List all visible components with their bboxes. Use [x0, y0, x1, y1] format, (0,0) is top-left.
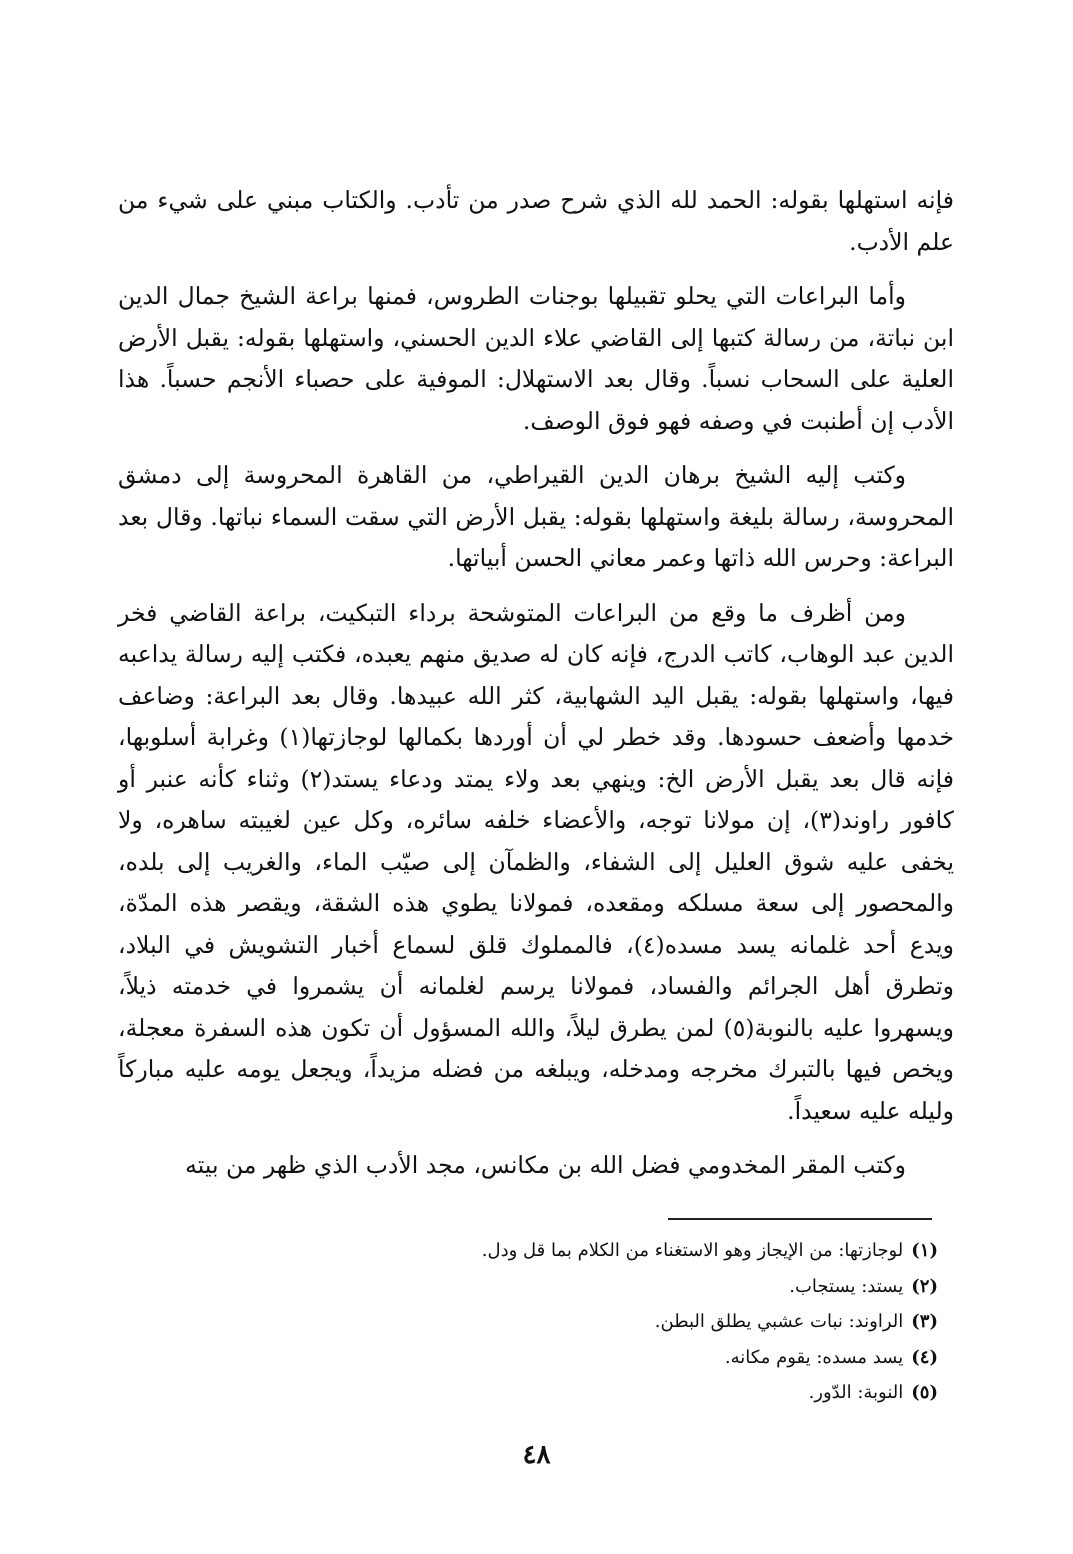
footnote-number: (٣) — [911, 1311, 938, 1332]
paragraph-1: فإنه استهلها بقوله: الحمد لله الذي شرح صدر من تأدب. والكتاب مبني على شيء من علم الأدب. — [118, 186, 954, 256]
footnote-text: الراوند: نبات عشبي يطلق البطن. — [654, 1311, 904, 1332]
footnote-4 — [200, 1340, 938, 1376]
footnote-number: (٤) — [911, 1346, 938, 1368]
footnote-3 — [200, 1304, 938, 1340]
main-text — [118, 180, 954, 1200]
footnote-number: (١) — [911, 1240, 938, 1261]
paragraph-3: وكتب إليه الشيخ برهان الدين القيراطي، من القاهرة المحروسة إلى دمشق المحروسة، رسالة بليغة واستهلها بقوله: يقبل الأرض التي سقت السماء نباتها. وقال بعد البراعة: وحرس الله ذاتها وعمر معاني الحسن أبياتها. — [118, 461, 954, 572]
paragraph-2: وأما البراعات التي يحلو تقبيلها بوجنات الطروس، فمنها براعة الشيخ جمال الدين ابن نباتة، من رسالة كتبها إلى القاضي علاء الدين الحسني، واستهلها بقوله: يقبل الأرض العلية على السحاب نسباً. وقال بعد الاستهلال: الموفية على حصباء الأنجم حسباً. هذا الأدب إن أطنبت في وصفه فهو فوق الوصف. — [118, 282, 954, 435]
footnote-text: النوبة: الدّور. — [808, 1382, 904, 1403]
footnote-text: يسد مسده: يقوم مكانه. — [724, 1346, 904, 1368]
page-number: ٤٨ — [522, 1440, 551, 1470]
footnote-divider — [668, 1218, 932, 1220]
footnote-number: (٢) — [911, 1275, 938, 1297]
footnote-1 — [200, 1233, 938, 1269]
footnote-text: يستد: يستجاب. — [789, 1275, 904, 1297]
footnote-text: لوجازتها: من الإيجاز وهو الاستغناء من الكلام بما قل ودل. — [481, 1240, 904, 1261]
paragraph-4: ومن أظرف ما وقع من البراعات المتوشحة برداء التبكيت، براعة القاضي فخر الدين عبد الوهاب، كاتب الدرج، فإنه كان له صديق منهم يعبده، فكتب إليه رسالة يداعبه فيها، واستهلها بقوله: يقبل اليد الشهابية، كثر الله عبيدها. وقال بعد البراعة: وضاعف خدمها وأضعف حسودها. وقد خطر لي أن أوردها بكمالها لوجازتها(١) وغرابة أسلوبها، فإنه قال بعد يقبل الأرض الخ: وينهي بعد ولاء يمتد ودعاء يستد(٢) وثناء كأنه عنبر أو كافور راوند(٣)، إن مولانا توجه، والأعضاء خلفه سائره، وكل عين لغيبته ساهره، ولا يخفى عليه شوق العليل إلى الشفاء، والظمآن إلى صيّب الماء، والغريب إلى بلده، والمحصور إلى سعة مسلكه ومقعده، فمولانا يطوي هذه الشقة، ويقصر هذه المدّة، ويدع أحد غلمانه يسد مسده(٤)، فالمملوك قلق لسماع أخبار التشويش في البلاد، وتطرق أهل الجرائم والفساد، فمولانا يرسم لغلمانه أن يشمروا في خدمته ذيلاً، ويسهروا عليه بالنوبة(٥) لمن يطرق ليلاً، والله المسؤول أن تكون هذه السفرة معجلة، ويخص فيها بالتبرك مخرجه ومدخله، ويبلغه من فضله مزيداً، ويجعل يومه عليه مباركاً وليله عليه سعيداً. — [118, 598, 955, 1125]
paragraph-5: وكتب المقر المخدومي فضل الله بن مكانس، مجد الأدب الذي ظهر من بيته — [185, 1151, 906, 1179]
footnote-5 — [200, 1375, 938, 1411]
footnotes — [200, 1233, 938, 1411]
footnote-number: (٥) — [911, 1382, 938, 1403]
footnote-2 — [200, 1269, 938, 1305]
